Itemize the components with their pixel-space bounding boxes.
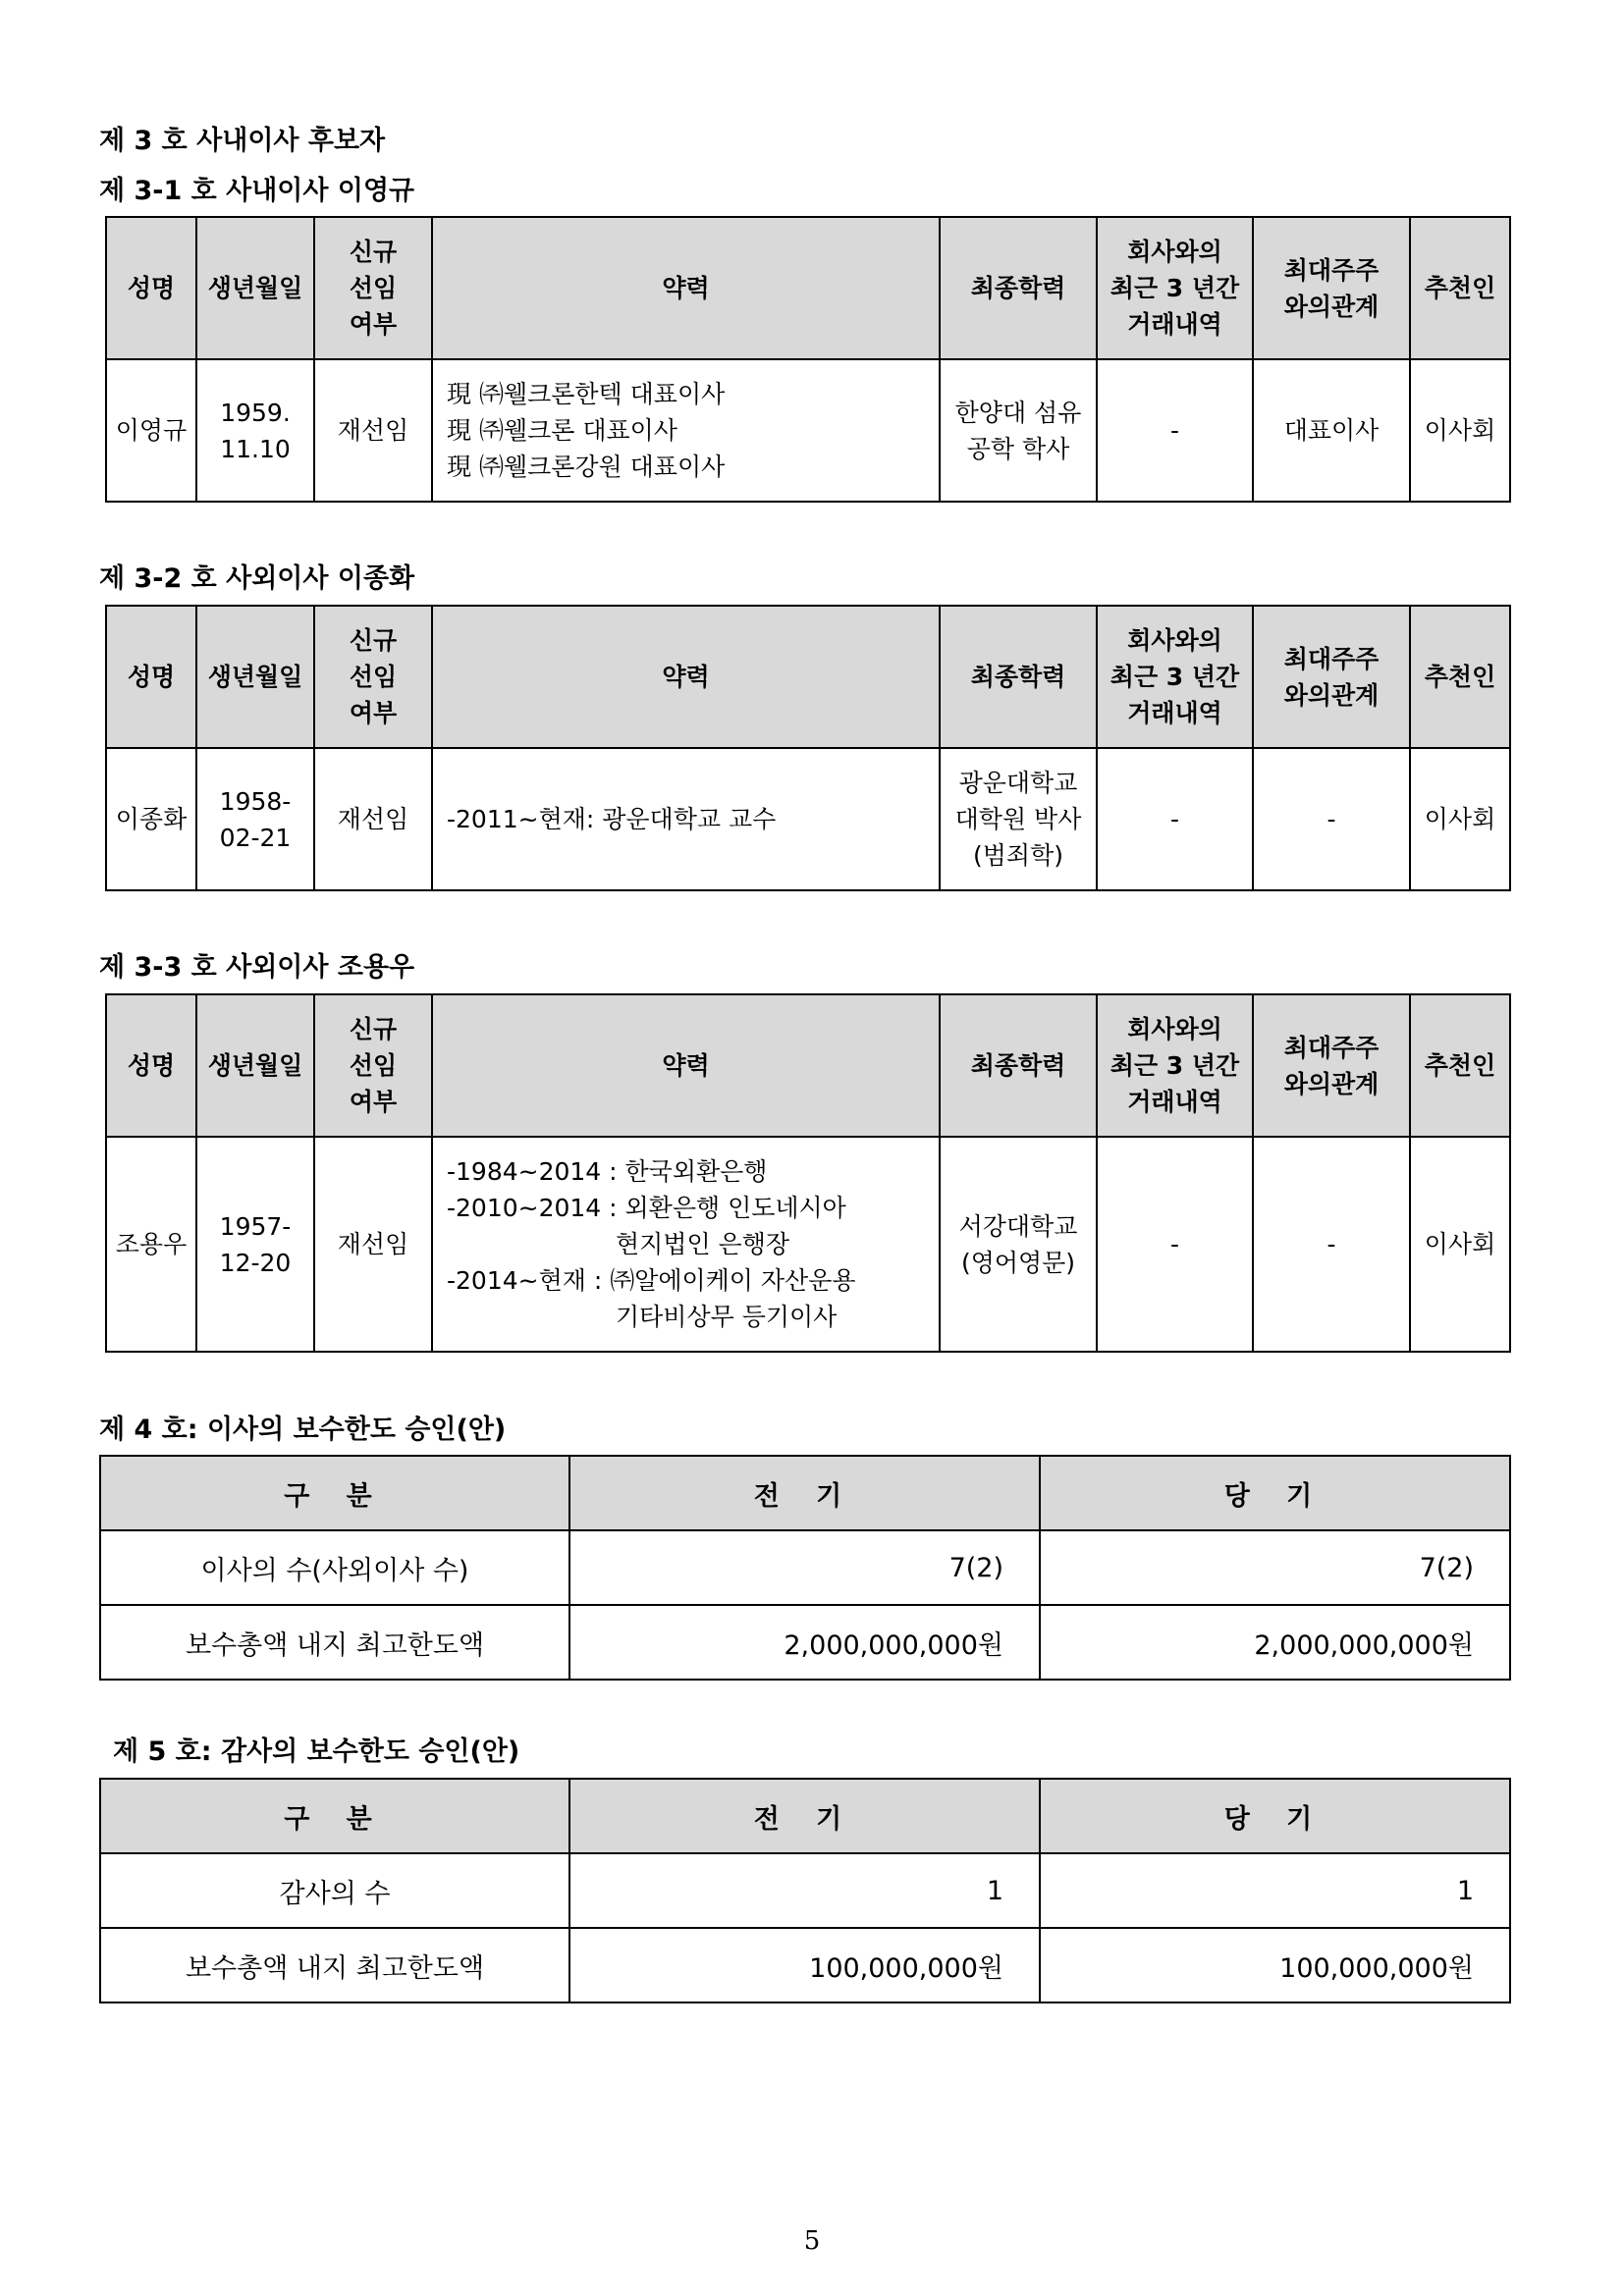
row-current-value: 100,000,000원 [1040, 1928, 1510, 2002]
table-row [106, 359, 1510, 502]
row-current-value: 7(2) [1040, 1530, 1510, 1605]
page-number: 5 [803, 2226, 821, 2256]
header-name: 성명 [106, 217, 196, 359]
header-education: 최종학력 [940, 606, 1097, 748]
candidate-3-title: 제 3-3 호 사외이사 조용우 [99, 952, 415, 983]
candidate-transaction: - [1097, 1137, 1253, 1352]
row-current-value: 1 [1040, 1853, 1510, 1928]
header-career: 약력 [432, 217, 940, 359]
row-previous-value: 2,000,000,000원 [569, 1605, 1040, 1680]
header-birth: 생년월일 [196, 994, 314, 1137]
table-row [106, 1137, 1510, 1352]
candidate-career: -2011~현재: 광운대학교 교수 [432, 748, 940, 890]
header-previous: 전 기 [569, 1456, 1040, 1530]
header-new: 신규 선임 여부 [314, 994, 432, 1137]
header-previous: 전 기 [569, 1779, 1040, 1853]
header-education: 최종학력 [940, 217, 1097, 359]
candidate-2-table [105, 605, 1511, 891]
table-header-row [100, 1456, 1510, 1530]
row-previous-value: 1 [569, 1853, 1040, 1928]
header-new: 신규 선임 여부 [314, 606, 432, 748]
candidate-name: 조용우 [106, 1137, 196, 1352]
candidate-1-title: 제 3-1 호 사내이사 이영규 [99, 176, 415, 206]
candidate-career: 現 ㈜웰크론한텍 대표이사 現 ㈜웰크론 대표이사 現 ㈜웰크론강원 대표이사 [432, 359, 940, 502]
header-recommender: 추천인 [1410, 217, 1510, 359]
header-relation: 최대주주 와의관계 [1253, 217, 1410, 359]
header-birth: 생년월일 [196, 606, 314, 748]
header-current: 당 기 [1040, 1456, 1510, 1530]
table-row [100, 1530, 1510, 1605]
candidate-education: 광운대학교 대학원 박사 (범죄학) [940, 748, 1097, 890]
section-3-title: 제 3 호 사내이사 후보자 [99, 126, 386, 156]
header-transaction: 회사와의 최근 3 년간 거래내역 [1097, 606, 1253, 748]
table-header-row [106, 217, 1510, 359]
candidate-recommender: 이사회 [1410, 359, 1510, 502]
director-compensation-table [99, 1455, 1511, 1681]
candidate-1-table [105, 216, 1511, 503]
auditor-compensation-table [99, 1778, 1511, 2003]
candidate-relation: - [1253, 748, 1410, 890]
row-previous-value: 7(2) [569, 1530, 1040, 1605]
header-category: 구 분 [100, 1456, 569, 1530]
header-transaction: 회사와의 최근 3 년간 거래내역 [1097, 217, 1253, 359]
candidate-career: -1984~2014 : 한국외환은행 -2010~2014 : 외환은행 인도네시아 현지법인 은행장 -2014~현재 : ㈜알에이케이 자산운용 기타비상무 등기이사 [432, 1137, 940, 1352]
row-current-value: 2,000,000,000원 [1040, 1605, 1510, 1680]
section-4-title: 제 4 호: 이사의 보수한도 승인(안) [99, 1415, 507, 1445]
table-header-row [100, 1779, 1510, 1853]
header-current: 당 기 [1040, 1779, 1510, 1853]
candidate-transaction: - [1097, 748, 1253, 890]
candidate-name: 이종화 [106, 748, 196, 890]
header-birth: 생년월일 [196, 217, 314, 359]
candidate-birth: 1958- 02-21 [196, 748, 314, 890]
row-previous-value: 100,000,000원 [569, 1928, 1040, 2002]
candidate-relation: 대표이사 [1253, 359, 1410, 502]
header-relation: 최대주주 와의관계 [1253, 606, 1410, 748]
candidate-education: 한양대 섬유 공학 학사 [940, 359, 1097, 502]
header-name: 성명 [106, 994, 196, 1137]
table-header-row [106, 606, 1510, 748]
row-label: 보수총액 내지 최고한도액 [100, 1605, 569, 1680]
candidate-transaction: - [1097, 359, 1253, 502]
candidate-birth: 1959. 11.10 [196, 359, 314, 502]
header-recommender: 추천인 [1410, 994, 1510, 1137]
candidate-education: 서강대학교 (영어영문) [940, 1137, 1097, 1352]
row-label: 보수총액 내지 최고한도액 [100, 1928, 569, 2002]
header-recommender: 추천인 [1410, 606, 1510, 748]
table-header-row [106, 994, 1510, 1137]
header-transaction: 회사와의 최근 3 년간 거래내역 [1097, 994, 1253, 1137]
header-career: 약력 [432, 994, 940, 1137]
header-career: 약력 [432, 606, 940, 748]
table-row [100, 1605, 1510, 1680]
table-row [106, 748, 1510, 890]
header-relation: 최대주주 와의관계 [1253, 994, 1410, 1137]
row-label: 감사의 수 [100, 1853, 569, 1928]
candidate-recommender: 이사회 [1410, 748, 1510, 890]
row-label: 이사의 수(사외이사 수) [100, 1530, 569, 1605]
header-category: 구 분 [100, 1779, 569, 1853]
header-name: 성명 [106, 606, 196, 748]
header-education: 최종학력 [940, 994, 1097, 1137]
candidate-name: 이영규 [106, 359, 196, 502]
candidate-birth: 1957- 12-20 [196, 1137, 314, 1352]
header-new: 신규 선임 여부 [314, 217, 432, 359]
candidate-status: 재선임 [314, 748, 432, 890]
candidate-relation: - [1253, 1137, 1410, 1352]
table-row [100, 1928, 1510, 2002]
candidate-status: 재선임 [314, 1137, 432, 1352]
table-row [100, 1853, 1510, 1928]
candidate-status: 재선임 [314, 359, 432, 502]
candidate-3-table [105, 993, 1511, 1353]
candidate-2-title: 제 3-2 호 사외이사 이종화 [99, 563, 415, 594]
section-5-title: 제 5 호: 감사의 보수한도 승인(안) [113, 1736, 520, 1767]
candidate-recommender: 이사회 [1410, 1137, 1510, 1352]
